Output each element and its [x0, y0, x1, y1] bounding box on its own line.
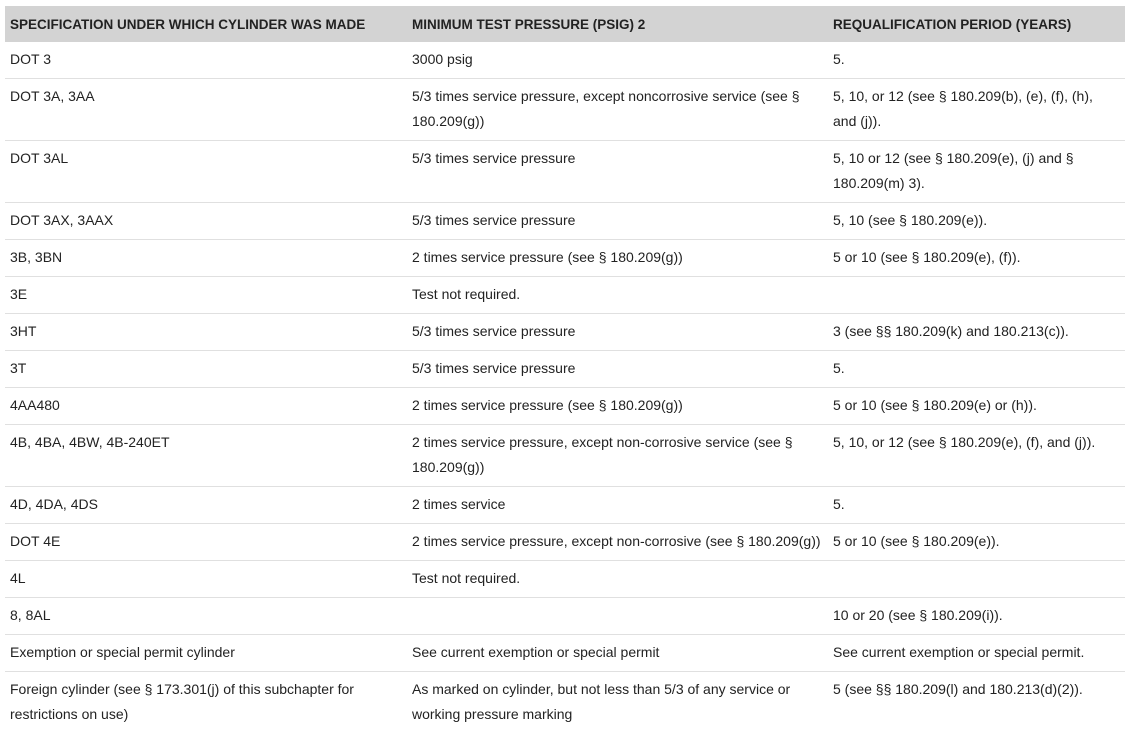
cell-specification: 4B, 4BA, 4BW, 4B-240ET: [5, 425, 407, 487]
cell-test-pressure: Test not required.: [407, 277, 828, 314]
cell-requalification-period: See current exemption or special permit.: [828, 635, 1125, 672]
cell-requalification-period: 5 or 10 (see § 180.209(e) or (h)).: [828, 388, 1125, 425]
cell-requalification-period: 5.: [828, 487, 1125, 524]
cell-test-pressure: 2 times service pressure, except non-corrosive service (see § 180.209(g)): [407, 425, 828, 487]
cell-requalification-period: 5.: [828, 42, 1125, 79]
table-row: [5, 388, 1125, 425]
cell-requalification-period: 5, 10, or 12 (see § 180.209(e), (f), and (j)).: [828, 425, 1125, 487]
cell-requalification-period: 5, 10, or 12 (see § 180.209(b), (e), (f), (h), and (j)).: [828, 79, 1125, 141]
cell-specification: 4AA480: [5, 388, 407, 425]
cell-specification: DOT 3AL: [5, 141, 407, 203]
cell-test-pressure: 5/3 times service pressure: [407, 203, 828, 240]
header-row: [5, 6, 1125, 42]
cell-test-pressure: 2 times service pressure (see § 180.209(g)): [407, 240, 828, 277]
cell-test-pressure: 5/3 times service pressure: [407, 351, 828, 388]
table-row: [5, 351, 1125, 388]
requalification-table-container: [5, 6, 1125, 733]
table-row: [5, 79, 1125, 141]
cell-test-pressure: [407, 598, 828, 635]
table-row: [5, 277, 1125, 314]
header-minimum-test-pressure: MINIMUM TEST PRESSURE (PSIG) 2: [407, 6, 828, 42]
cell-requalification-period: 3 (see §§ 180.209(k) and 180.213(c)).: [828, 314, 1125, 351]
cell-test-pressure: 2 times service: [407, 487, 828, 524]
cell-specification: 3HT: [5, 314, 407, 351]
requalification-table: [5, 6, 1125, 733]
table-row: [5, 314, 1125, 351]
header-requalification-period: REQUALIFICATION PERIOD (YEARS): [828, 6, 1125, 42]
cell-specification: 8, 8AL: [5, 598, 407, 635]
cell-specification: 3T: [5, 351, 407, 388]
cell-requalification-period: 5, 10 (see § 180.209(e)).: [828, 203, 1125, 240]
table-row: [5, 672, 1125, 733]
cell-test-pressure: See current exemption or special permit: [407, 635, 828, 672]
cell-specification: 4L: [5, 561, 407, 598]
cell-requalification-period: 5, 10 or 12 (see § 180.209(e), (j) and § 180.209(m) 3).: [828, 141, 1125, 203]
cell-specification: DOT 3AX, 3AAX: [5, 203, 407, 240]
header-specification: SPECIFICATION UNDER WHICH CYLINDER WAS MADE: [5, 6, 407, 42]
cell-test-pressure: 5/3 times service pressure: [407, 314, 828, 351]
cell-specification: DOT 4E: [5, 524, 407, 561]
cell-test-pressure: 3000 psig: [407, 42, 828, 79]
cell-specification: DOT 3: [5, 42, 407, 79]
cell-test-pressure: 2 times service pressure, except non-corrosive (see § 180.209(g)): [407, 524, 828, 561]
table-row: [5, 635, 1125, 672]
table-body: [5, 42, 1125, 733]
table-row: [5, 561, 1125, 598]
cell-requalification-period: [828, 277, 1125, 314]
cell-specification: 3E: [5, 277, 407, 314]
table-row: [5, 42, 1125, 79]
cell-requalification-period: 5 or 10 (see § 180.209(e), (f)).: [828, 240, 1125, 277]
table-row: [5, 487, 1125, 524]
cell-test-pressure: 2 times service pressure (see § 180.209(g)): [407, 388, 828, 425]
cell-specification: 3B, 3BN: [5, 240, 407, 277]
cell-specification: Foreign cylinder (see § 173.301(j) of this subchapter for restrictions on use): [5, 672, 407, 733]
cell-requalification-period: 5.: [828, 351, 1125, 388]
cell-test-pressure: 5/3 times service pressure: [407, 141, 828, 203]
cell-requalification-period: [828, 561, 1125, 598]
cell-test-pressure: As marked on cylinder, but not less than 5/3 of any service or working pressure marking: [407, 672, 828, 733]
cell-specification: DOT 3A, 3AA: [5, 79, 407, 141]
table-row: [5, 598, 1125, 635]
table-row: [5, 203, 1125, 240]
table-row: [5, 240, 1125, 277]
cell-requalification-period: 10 or 20 (see § 180.209(i)).: [828, 598, 1125, 635]
cell-requalification-period: 5 or 10 (see § 180.209(e)).: [828, 524, 1125, 561]
table-header: [5, 6, 1125, 42]
table-row: [5, 524, 1125, 561]
cell-specification: 4D, 4DA, 4DS: [5, 487, 407, 524]
cell-requalification-period: 5 (see §§ 180.209(l) and 180.213(d)(2)).: [828, 672, 1125, 733]
table-row: [5, 141, 1125, 203]
table-row: [5, 425, 1125, 487]
cell-test-pressure: 5/3 times service pressure, except noncorrosive service (see § 180.209(g)): [407, 79, 828, 141]
cell-specification: Exemption or special permit cylinder: [5, 635, 407, 672]
cell-test-pressure: Test not required.: [407, 561, 828, 598]
